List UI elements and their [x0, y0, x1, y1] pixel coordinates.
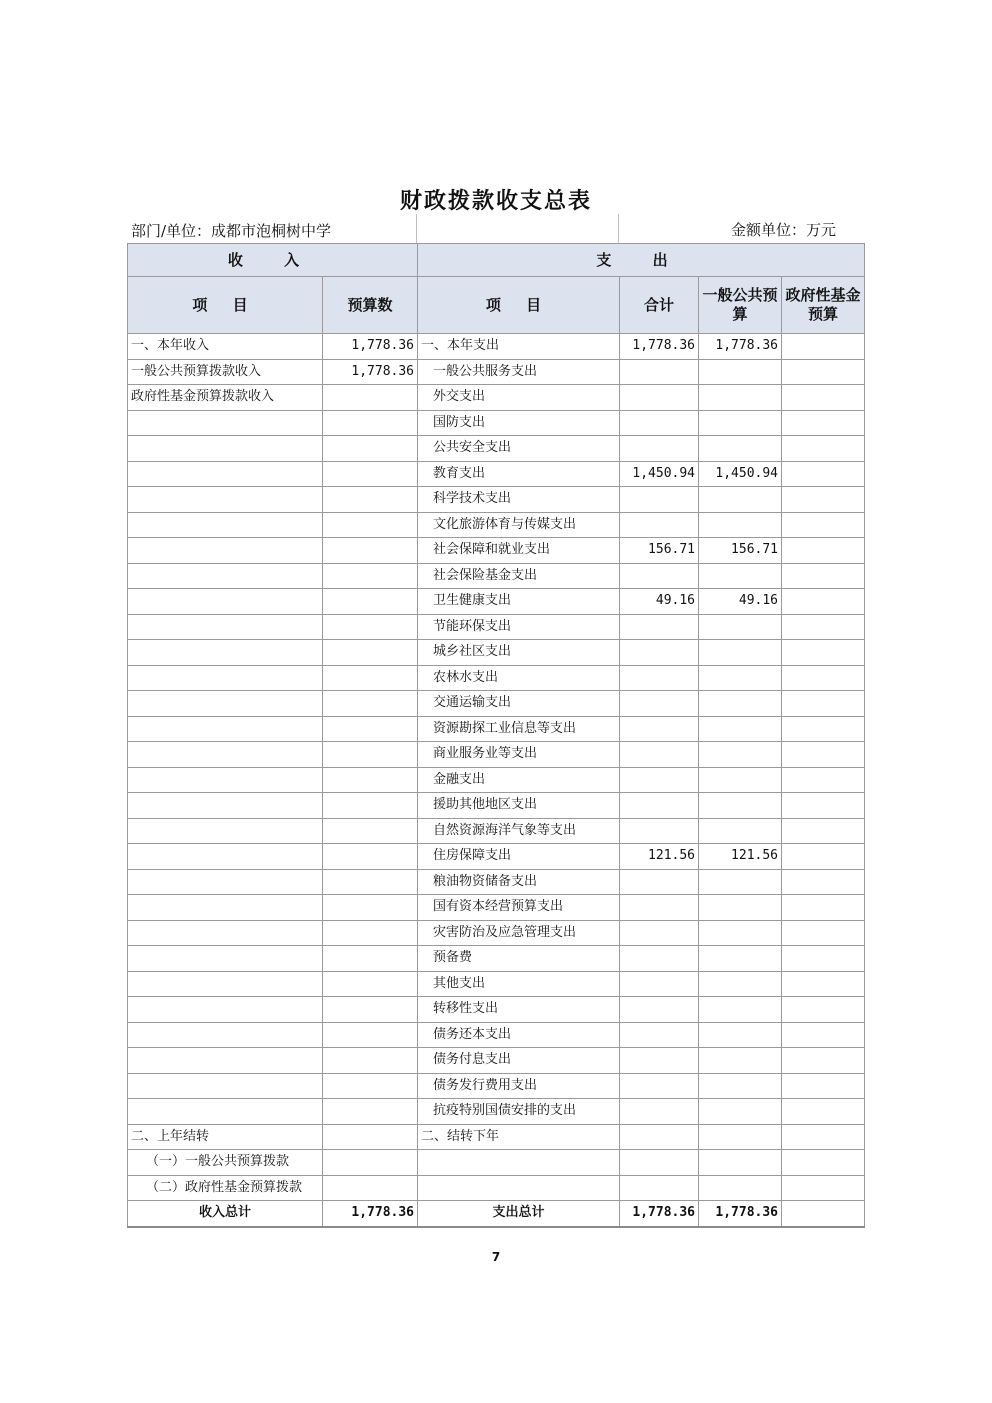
expense-general-header: 一般公共预算	[699, 277, 782, 334]
expense-general-cell	[699, 767, 782, 793]
table-row	[128, 359, 865, 385]
expense-general-cell	[699, 1150, 782, 1176]
expense-general-cell	[699, 869, 782, 895]
expense-fund-cell	[782, 334, 865, 360]
table-row	[128, 563, 865, 589]
table-row	[128, 665, 865, 691]
expense-item-cell: 科学技术支出	[418, 487, 620, 513]
income-item-cell	[128, 767, 323, 793]
income-item-cell	[128, 487, 323, 513]
expense-fund-cell	[782, 640, 865, 666]
expense-total-cell	[620, 487, 699, 513]
income-item-cell	[128, 436, 323, 462]
expense-total-cell	[620, 971, 699, 997]
income-item-cell	[128, 844, 323, 870]
expense-item-cell: 预备费	[418, 946, 620, 972]
table-row	[128, 1048, 865, 1074]
income-item-cell	[128, 1022, 323, 1048]
expense-general-cell: 1,450.94	[699, 461, 782, 487]
income-value-cell	[323, 589, 418, 615]
income-value-cell	[323, 640, 418, 666]
table-row	[128, 844, 865, 870]
expense-item-cell	[418, 1150, 620, 1176]
expense-total-cell	[620, 385, 699, 411]
expense-item-cell: 抗疫特别国债安排的支出	[418, 1099, 620, 1125]
expense-fund-cell	[782, 1099, 865, 1125]
department-label: 部门/单位：成都市泡桐树中学	[131, 222, 332, 240]
income-item-cell	[128, 538, 323, 564]
income-value-cell	[323, 1073, 418, 1099]
income-value-cell	[323, 691, 418, 717]
expense-item-cell: 粮油物资储备支出	[418, 869, 620, 895]
expense-fund-cell	[782, 436, 865, 462]
expense-total-cell	[620, 946, 699, 972]
income-value-cell	[323, 844, 418, 870]
income-item-cell: 二、上年结转	[128, 1124, 323, 1150]
expense-fund-cell	[782, 487, 865, 513]
income-item-header: 项 目	[128, 277, 323, 334]
expense-total-cell	[620, 691, 699, 717]
expense-total-cell	[620, 359, 699, 385]
expense-total-cell	[620, 1124, 699, 1150]
table-row	[128, 1022, 865, 1048]
table-row	[128, 793, 865, 819]
expense-fund-cell	[782, 691, 865, 717]
expense-general-cell	[699, 1124, 782, 1150]
expense-item-cell: 灾害防治及应急管理支出	[418, 920, 620, 946]
expense-fund-cell	[782, 461, 865, 487]
income-value-cell	[323, 997, 418, 1023]
expense-item-cell: 一般公共服务支出	[418, 359, 620, 385]
income-item-cell: （一）一般公共预算拨款	[128, 1150, 323, 1176]
income-item-cell	[128, 793, 323, 819]
expense-fund-cell	[782, 971, 865, 997]
expense-item-cell: 转移性支出	[418, 997, 620, 1023]
expense-total-cell	[620, 818, 699, 844]
meta-divider	[416, 214, 417, 244]
expense-item-cell: 一、本年支出	[418, 334, 620, 360]
expense-general-cell	[699, 487, 782, 513]
expense-total-cell	[620, 895, 699, 921]
expense-general-cell	[699, 512, 782, 538]
income-value-cell: 1,778.36	[323, 334, 418, 360]
table-row	[128, 716, 865, 742]
header-row-groups	[128, 244, 865, 277]
income-value-cell	[323, 1175, 418, 1201]
expense-general-cell: 1,778.36	[699, 334, 782, 360]
income-value-cell	[323, 410, 418, 436]
table-row	[128, 1124, 865, 1150]
expense-item-cell: 债务还本支出	[418, 1022, 620, 1048]
table-row	[128, 818, 865, 844]
expense-general-cell	[699, 716, 782, 742]
income-value-cell	[323, 1099, 418, 1125]
expense-general-cell	[699, 1048, 782, 1074]
expense-fund-cell	[782, 512, 865, 538]
table-row	[128, 895, 865, 921]
expense-total-cell	[620, 665, 699, 691]
page-number: 7	[491, 1250, 501, 1264]
expense-item-cell: 其他支出	[418, 971, 620, 997]
header-row-columns	[128, 277, 865, 334]
income-item-cell	[128, 665, 323, 691]
expense-total-cell	[620, 1048, 699, 1074]
expense-total-label: 支出总计	[418, 1201, 620, 1227]
expense-item-cell: 住房保障支出	[418, 844, 620, 870]
income-value-cell	[323, 742, 418, 768]
expense-general-cell	[699, 742, 782, 768]
income-value-cell	[323, 1150, 418, 1176]
expense-total-cell: 121.56	[620, 844, 699, 870]
expense-item-cell: 卫生健康支出	[418, 589, 620, 615]
expense-general-cell: 121.56	[699, 844, 782, 870]
income-item-cell	[128, 716, 323, 742]
expense-fund-cell	[782, 1073, 865, 1099]
expense-fund-cell	[782, 410, 865, 436]
expense-general-cell	[699, 691, 782, 717]
expense-item-cell: 商业服务业等支出	[418, 742, 620, 768]
expense-total-cell: 156.71	[620, 538, 699, 564]
expense-item-cell: 外交支出	[418, 385, 620, 411]
income-item-cell: 一、本年收入	[128, 334, 323, 360]
income-group-header: 收 入	[128, 244, 418, 277]
expense-general-cell	[699, 665, 782, 691]
table-row	[128, 512, 865, 538]
income-value-cell	[323, 614, 418, 640]
income-item-cell	[128, 946, 323, 972]
expense-total-cell	[620, 1073, 699, 1099]
expense-total-cell: 1,450.94	[620, 461, 699, 487]
expense-item-header: 项 目	[418, 277, 620, 334]
unit-label: 金额单位：万元	[730, 221, 836, 239]
expense-total-cell	[620, 716, 699, 742]
expense-fund-cell	[782, 563, 865, 589]
income-value-cell	[323, 385, 418, 411]
income-value-cell	[323, 563, 418, 589]
table-row	[128, 487, 865, 513]
expense-fund-cell	[782, 767, 865, 793]
expense-item-cell: 公共安全支出	[418, 436, 620, 462]
expense-fund-cell	[782, 1124, 865, 1150]
income-total-value: 1,778.36	[323, 1201, 418, 1227]
expense-item-cell: 交通运输支出	[418, 691, 620, 717]
table-row	[128, 538, 865, 564]
expense-fund-cell	[782, 1150, 865, 1176]
expense-general-cell: 156.71	[699, 538, 782, 564]
income-item-cell	[128, 818, 323, 844]
income-value-cell	[323, 946, 418, 972]
income-value-cell	[323, 1048, 418, 1074]
table-row	[128, 640, 865, 666]
expense-general-cell	[699, 1073, 782, 1099]
expense-item-cell	[418, 1175, 620, 1201]
income-item-cell: （二）政府性基金预算拨款	[128, 1175, 323, 1201]
totals-row	[128, 1201, 865, 1227]
expense-fund-cell	[782, 614, 865, 640]
table-row	[128, 1073, 865, 1099]
income-budget-header: 预算数	[323, 277, 418, 334]
income-value-cell	[323, 538, 418, 564]
expense-item-cell: 社会保险基金支出	[418, 563, 620, 589]
table-row	[128, 334, 865, 360]
income-value-cell	[323, 793, 418, 819]
income-total-label: 收入总计	[128, 1201, 323, 1227]
table-row	[128, 869, 865, 895]
expense-fund-cell	[782, 589, 865, 615]
table-row	[128, 436, 865, 462]
income-item-cell	[128, 512, 323, 538]
expense-fund-cell	[782, 538, 865, 564]
expense-fund-total-value	[782, 1201, 865, 1227]
expense-fund-cell	[782, 920, 865, 946]
income-item-cell: 一般公共预算拨款收入	[128, 359, 323, 385]
expense-total-cell	[620, 742, 699, 768]
income-item-cell	[128, 461, 323, 487]
expense-item-cell: 城乡社区支出	[418, 640, 620, 666]
expense-fund-cell	[782, 742, 865, 768]
income-value-cell	[323, 665, 418, 691]
expense-fund-cell	[782, 359, 865, 385]
expense-total-cell	[620, 640, 699, 666]
expense-total-cell	[620, 512, 699, 538]
expense-general-cell	[699, 793, 782, 819]
income-item-cell	[128, 869, 323, 895]
expense-group-header: 支 出	[418, 244, 865, 277]
income-value-cell	[323, 895, 418, 921]
table-row	[128, 920, 865, 946]
expense-fund-cell	[782, 997, 865, 1023]
expense-item-cell: 金融支出	[418, 767, 620, 793]
income-item-cell	[128, 1099, 323, 1125]
table-row	[128, 767, 865, 793]
expense-general-cell	[699, 818, 782, 844]
table-row	[128, 1099, 865, 1125]
expense-fund-cell	[782, 844, 865, 870]
expense-general-cell	[699, 563, 782, 589]
expense-item-cell: 文化旅游体育与传媒支出	[418, 512, 620, 538]
table-row	[128, 1150, 865, 1176]
income-item-cell	[128, 920, 323, 946]
expense-total-cell: 1,778.36	[620, 334, 699, 360]
expense-total-cell	[620, 869, 699, 895]
income-value-cell	[323, 512, 418, 538]
expense-fund-cell	[782, 793, 865, 819]
income-item-cell	[128, 640, 323, 666]
expense-general-cell	[699, 895, 782, 921]
expense-fund-cell	[782, 946, 865, 972]
expense-general-cell	[699, 1099, 782, 1125]
expense-total-cell	[620, 614, 699, 640]
table-row	[128, 742, 865, 768]
expense-item-cell: 国有资本经营预算支出	[418, 895, 620, 921]
table-row	[128, 410, 865, 436]
expense-item-cell: 社会保障和就业支出	[418, 538, 620, 564]
expense-general-cell	[699, 971, 782, 997]
expense-total-cell	[620, 410, 699, 436]
expense-general-cell	[699, 359, 782, 385]
expense-total-cell	[620, 793, 699, 819]
income-item-cell	[128, 1073, 323, 1099]
table-row	[128, 461, 865, 487]
expense-total-cell	[620, 997, 699, 1023]
income-value-cell	[323, 1124, 418, 1150]
expense-item-cell: 农林水支出	[418, 665, 620, 691]
expense-total-cell	[620, 1150, 699, 1176]
income-value-cell	[323, 487, 418, 513]
expense-item-cell: 资源勘探工业信息等支出	[418, 716, 620, 742]
expense-item-cell: 节能环保支出	[418, 614, 620, 640]
income-item-cell	[128, 971, 323, 997]
income-item-cell	[128, 614, 323, 640]
table-row	[128, 1175, 865, 1201]
income-item-cell	[128, 410, 323, 436]
income-value-cell	[323, 1022, 418, 1048]
expense-item-cell: 国防支出	[418, 410, 620, 436]
expense-general-total-value: 1,778.36	[699, 1201, 782, 1227]
expense-general-cell	[699, 946, 782, 972]
expense-total-cell	[620, 436, 699, 462]
income-item-cell	[128, 589, 323, 615]
income-item-cell	[128, 742, 323, 768]
meta-divider	[618, 214, 619, 244]
expense-item-cell: 债务发行费用支出	[418, 1073, 620, 1099]
page-title: 财政拨款收支总表	[399, 189, 592, 214]
expense-general-cell	[699, 997, 782, 1023]
income-item-cell	[128, 1048, 323, 1074]
income-value-cell	[323, 869, 418, 895]
income-value-cell	[323, 971, 418, 997]
expense-fund-cell	[782, 818, 865, 844]
expense-total-cell	[620, 1175, 699, 1201]
income-item-cell	[128, 563, 323, 589]
table-row	[128, 946, 865, 972]
table-row	[128, 691, 865, 717]
expense-total-cell	[620, 1099, 699, 1125]
income-item-cell: 政府性基金预算拨款收入	[128, 385, 323, 411]
expense-general-cell	[699, 410, 782, 436]
table-row	[128, 614, 865, 640]
income-value-cell	[323, 716, 418, 742]
expense-fund-cell	[782, 665, 865, 691]
table-row	[128, 971, 865, 997]
income-value-cell	[323, 818, 418, 844]
table-row	[128, 385, 865, 411]
expense-fund-cell	[782, 716, 865, 742]
budget-table	[127, 243, 865, 1228]
expense-total-cell	[620, 767, 699, 793]
expense-total-cell: 49.16	[620, 589, 699, 615]
expense-general-cell	[699, 436, 782, 462]
table-row	[128, 589, 865, 615]
expense-total-header: 合计	[620, 277, 699, 334]
income-value-cell	[323, 767, 418, 793]
expense-item-cell: 债务付息支出	[418, 1048, 620, 1074]
income-item-cell	[128, 691, 323, 717]
expense-general-cell: 49.16	[699, 589, 782, 615]
expense-fund-cell	[782, 895, 865, 921]
expense-general-cell	[699, 385, 782, 411]
expense-fund-cell	[782, 1048, 865, 1074]
expense-fund-header: 政府性基金预算	[782, 277, 865, 334]
table-row	[128, 997, 865, 1023]
expense-fund-cell	[782, 1175, 865, 1201]
expense-fund-cell	[782, 1022, 865, 1048]
income-value-cell	[323, 920, 418, 946]
expense-general-cell	[699, 920, 782, 946]
income-value-cell: 1,778.36	[323, 359, 418, 385]
expense-general-cell	[699, 1022, 782, 1048]
income-value-cell	[323, 436, 418, 462]
expense-fund-cell	[782, 869, 865, 895]
expense-item-cell: 教育支出	[418, 461, 620, 487]
expense-total-cell	[620, 1022, 699, 1048]
expense-general-cell	[699, 1175, 782, 1201]
expense-item-cell: 二、结转下年	[418, 1124, 620, 1150]
expense-general-cell	[699, 614, 782, 640]
expense-total-value: 1,778.36	[620, 1201, 699, 1227]
expense-fund-cell	[782, 385, 865, 411]
expense-item-cell: 援助其他地区支出	[418, 793, 620, 819]
expense-general-cell	[699, 640, 782, 666]
expense-total-cell	[620, 563, 699, 589]
income-item-cell	[128, 895, 323, 921]
income-value-cell	[323, 461, 418, 487]
income-item-cell	[128, 997, 323, 1023]
expense-total-cell	[620, 920, 699, 946]
expense-item-cell: 自然资源海洋气象等支出	[418, 818, 620, 844]
